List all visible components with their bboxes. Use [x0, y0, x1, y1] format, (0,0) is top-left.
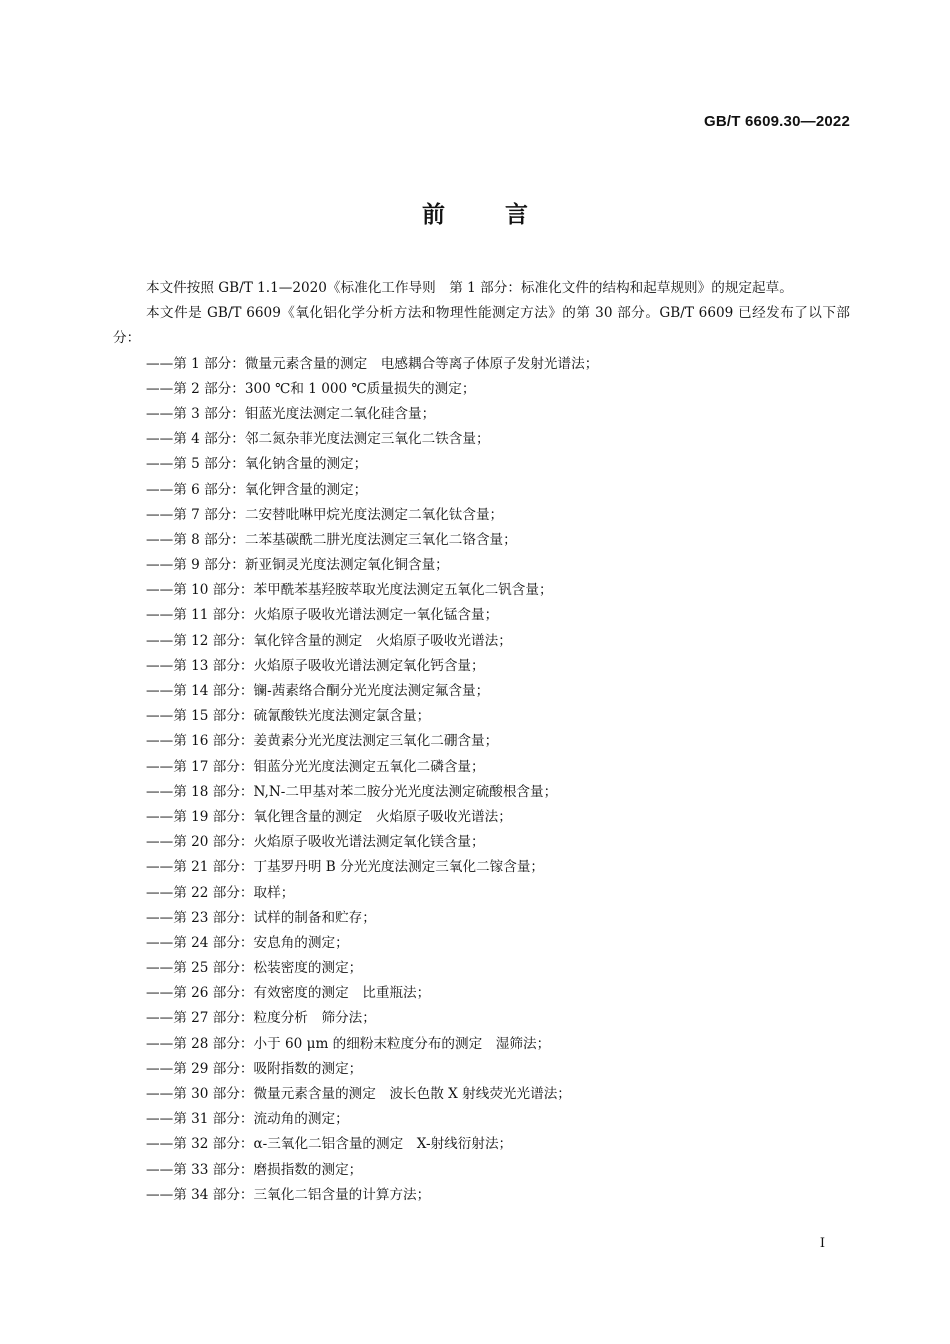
list-item: ——第 9 部分：新亚铜灵光度法测定氧化铜含量； — [146, 557, 449, 574]
list-item: ——第 34 部分：三氧化二铝含量的计算方法； — [146, 1186, 431, 1203]
list-item: ——第 31 部分：流动角的测定； — [146, 1111, 349, 1128]
list-item: ——第 14 部分：镧-茜素络合酮分光光度法测定氟含量； — [146, 683, 490, 700]
list-item: ——第 18 部分：N,N-二甲基对苯二胺分光光度法测定硫酸根含量； — [146, 783, 558, 800]
scope-paragraph: 本文件是 GB/T 6609《氧化铝化学分析方法和物理性能测定方法》的第 30 部分。GB/T 6609 已经发布了以下部分： — [113, 305, 850, 347]
list-item: ——第 25 部分：松装密度的测定； — [146, 960, 363, 977]
list-item: ——第 20 部分：火焰原子吸收光谱法测定氧化镁含量； — [146, 834, 485, 851]
standard-code: GB/T 6609.30—2022 — [704, 113, 850, 130]
list-item: ——第 1 部分：微量元素含量的测定 电感耦合等离子体原子发射光谱法； — [146, 355, 599, 372]
list-item: ——第 32 部分：α-三氧化二铝含量的测定 X-射线衍射法； — [146, 1136, 513, 1153]
list-item: ——第 13 部分：火焰原子吸收光谱法测定氧化钙含量； — [146, 657, 485, 674]
list-item: ——第 19 部分：氧化锂含量的测定 火焰原子吸收光谱法； — [146, 808, 512, 825]
list-item: ——第 17 部分：钼蓝分光光度法测定五氧化二磷含量； — [146, 758, 485, 775]
list-item: ——第 22 部分：取样； — [146, 884, 295, 901]
list-item: ——第 27 部分：粒度分析 筛分法； — [146, 1010, 376, 1027]
list-item: ——第 11 部分：火焰原子吸收光谱法测定一氧化锰含量； — [146, 607, 499, 624]
list-item: ——第 4 部分：邻二氮杂菲光度法测定三氧化二铁含量； — [146, 431, 490, 448]
list-item: ——第 10 部分：苯甲酰苯基羟胺萃取光度法测定五氧化二钒含量； — [146, 582, 553, 599]
intro-paragraph: 本文件按照 GB/T 1.1—2020《标准化工作导则 第 1 部分：标准化文件的结构和起草规则》的规定起草。 — [146, 280, 793, 296]
document-body — [113, 276, 850, 1208]
list-item: ——第 5 部分：氧化钠含量的测定； — [146, 456, 368, 473]
list-item: ——第 26 部分：有效密度的测定 比重瓶法； — [146, 985, 431, 1002]
list-item: ——第 6 部分：氧化钾含量的测定； — [146, 481, 368, 498]
list-item: ——第 15 部分：硫氰酸铁光度法测定氯含量； — [146, 708, 431, 725]
list-item: ——第 3 部分：钼蓝光度法测定二氧化硅含量； — [146, 405, 436, 422]
list-item: ——第 24 部分：安息角的测定； — [146, 934, 349, 951]
list-item: ——第 29 部分：吸附指数的测定； — [146, 1060, 363, 1077]
list-item: ——第 8 部分：二苯基碳酰二肼光度法测定三氧化二铬含量； — [146, 531, 517, 548]
list-item: ——第 2 部分：300 ℃和 1 000 ℃质量损失的测定； — [146, 380, 476, 397]
list-item: ——第 12 部分：氧化锌含量的测定 火焰原子吸收光谱法； — [146, 632, 512, 649]
page-number: I — [819, 1236, 825, 1251]
list-item: ——第 7 部分：二安替吡啉甲烷光度法测定二氧化钛含量； — [146, 506, 504, 523]
list-item: ——第 30 部分：微量元素含量的测定 波长色散 X 射线荧光光谱法； — [146, 1086, 571, 1103]
parts-list — [113, 352, 850, 1208]
list-item: ——第 21 部分：丁基罗丹明 B 分光光度法测定三氧化二镓含量； — [146, 859, 545, 876]
list-item: ——第 33 部分：磨损指数的测定； — [146, 1161, 363, 1178]
list-item: ——第 23 部分：试样的制备和贮存； — [146, 909, 376, 926]
list-item: ——第 16 部分：姜黄素分光光度法测定三氧化二硼含量； — [146, 733, 499, 750]
page-title: 前言 — [422, 202, 588, 228]
list-item: ——第 28 部分：小于 60 μm 的细粉末粒度分布的测定 湿筛法； — [146, 1035, 551, 1052]
